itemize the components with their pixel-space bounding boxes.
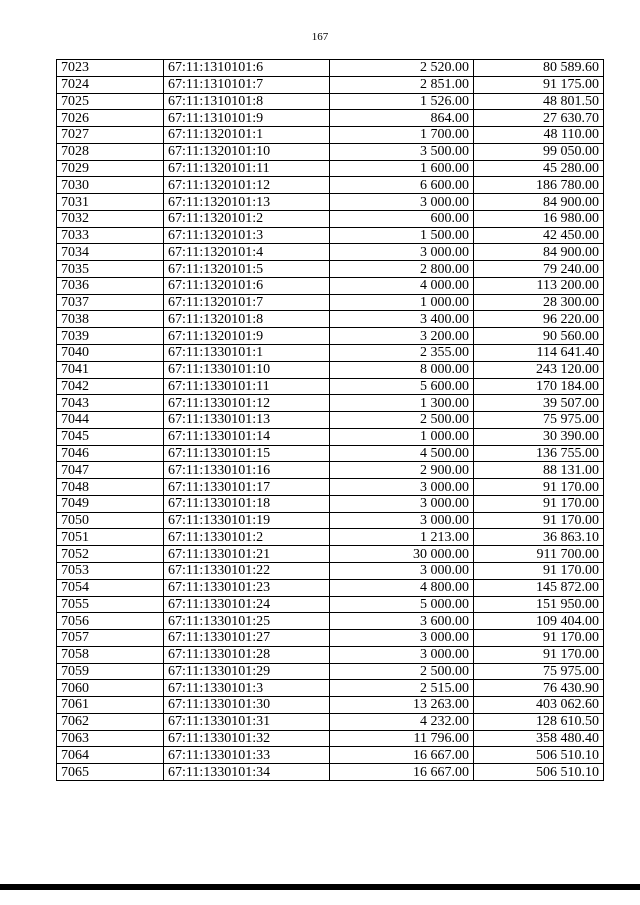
- value-cell: 506 510.10: [474, 747, 604, 764]
- cadastral-number-cell: 67:11:1320101:3: [164, 227, 330, 244]
- cadastral-number-cell: 67:11:1330101:19: [164, 512, 330, 529]
- value-cell: 96 220.00: [474, 311, 604, 328]
- cadastral-number-cell: 67:11:1330101:32: [164, 730, 330, 747]
- table-row: [57, 713, 604, 730]
- table-row: [57, 261, 604, 278]
- row-number-cell: 7030: [57, 177, 164, 194]
- table-row: [57, 646, 604, 663]
- cadastral-number-cell: 67:11:1330101:2: [164, 529, 330, 546]
- area-cell: 16 667.00: [330, 764, 474, 781]
- table-row: [57, 328, 604, 345]
- area-cell: 16 667.00: [330, 747, 474, 764]
- bottom-rule: [0, 884, 640, 890]
- area-cell: 11 796.00: [330, 730, 474, 747]
- cadastral-number-cell: 67:11:1330101:21: [164, 546, 330, 563]
- value-cell: 16 980.00: [474, 210, 604, 227]
- row-number-cell: 7056: [57, 613, 164, 630]
- row-number-cell: 7049: [57, 495, 164, 512]
- value-cell: 91 170.00: [474, 562, 604, 579]
- cadastral-number-cell: 67:11:1330101:16: [164, 462, 330, 479]
- value-cell: 358 480.40: [474, 730, 604, 747]
- value-cell: 91 175.00: [474, 76, 604, 93]
- row-number-cell: 7060: [57, 680, 164, 697]
- value-cell: 91 170.00: [474, 495, 604, 512]
- value-cell: 39 507.00: [474, 395, 604, 412]
- area-cell: 3 400.00: [330, 311, 474, 328]
- area-cell: 2 515.00: [330, 680, 474, 697]
- cadastral-number-cell: 67:11:1320101:8: [164, 311, 330, 328]
- cadastral-number-cell: 67:11:1330101:34: [164, 764, 330, 781]
- area-cell: 1 000.00: [330, 294, 474, 311]
- cadastral-number-cell: 67:11:1320101:6: [164, 277, 330, 294]
- cadastral-number-cell: 67:11:1330101:17: [164, 479, 330, 496]
- table-row: [57, 311, 604, 328]
- land-registry-table: [56, 59, 604, 781]
- value-cell: 145 872.00: [474, 579, 604, 596]
- row-number-cell: 7028: [57, 143, 164, 160]
- value-cell: 136 755.00: [474, 445, 604, 462]
- page-number: 167: [311, 31, 329, 43]
- area-cell: 4 232.00: [330, 713, 474, 730]
- cadastral-number-cell: 67:11:1330101:13: [164, 412, 330, 429]
- value-cell: 45 280.00: [474, 160, 604, 177]
- value-cell: 30 390.00: [474, 428, 604, 445]
- table-row: [57, 764, 604, 781]
- row-number-cell: 7039: [57, 328, 164, 345]
- row-number-cell: 7061: [57, 697, 164, 714]
- value-cell: 75 975.00: [474, 412, 604, 429]
- cadastral-number-cell: 67:11:1330101:1: [164, 345, 330, 362]
- cadastral-number-cell: 67:11:1310101:9: [164, 110, 330, 127]
- cadastral-number-cell: 67:11:1330101:33: [164, 747, 330, 764]
- cadastral-number-cell: 67:11:1330101:24: [164, 596, 330, 613]
- row-number-cell: 7042: [57, 378, 164, 395]
- area-cell: 2 355.00: [330, 345, 474, 362]
- value-cell: 90 560.00: [474, 328, 604, 345]
- table-row: [57, 160, 604, 177]
- table-row: [57, 345, 604, 362]
- row-number-cell: 7024: [57, 76, 164, 93]
- value-cell: 91 170.00: [474, 479, 604, 496]
- cadastral-number-cell: 67:11:1320101:11: [164, 160, 330, 177]
- value-cell: 114 641.40: [474, 345, 604, 362]
- value-cell: 403 062.60: [474, 697, 604, 714]
- row-number-cell: 7037: [57, 294, 164, 311]
- cadastral-number-cell: 67:11:1330101:3: [164, 680, 330, 697]
- area-cell: 5 000.00: [330, 596, 474, 613]
- cadastral-number-cell: 67:11:1330101:10: [164, 361, 330, 378]
- cadastral-number-cell: 67:11:1320101:2: [164, 210, 330, 227]
- table-row: [57, 378, 604, 395]
- table-row: [57, 110, 604, 127]
- cadastral-number-cell: 67:11:1320101:13: [164, 194, 330, 211]
- table-row: [57, 428, 604, 445]
- table-row: [57, 93, 604, 110]
- row-number-cell: 7047: [57, 462, 164, 479]
- table-row: [57, 277, 604, 294]
- row-number-cell: 7034: [57, 244, 164, 261]
- row-number-cell: 7044: [57, 412, 164, 429]
- area-cell: 1 700.00: [330, 127, 474, 144]
- area-cell: 3 600.00: [330, 613, 474, 630]
- cadastral-number-cell: 67:11:1330101:30: [164, 697, 330, 714]
- value-cell: 91 170.00: [474, 646, 604, 663]
- area-cell: 1 500.00: [330, 227, 474, 244]
- area-cell: 3 000.00: [330, 512, 474, 529]
- cadastral-number-cell: 67:11:1330101:28: [164, 646, 330, 663]
- row-number-cell: 7048: [57, 479, 164, 496]
- table-row: [57, 747, 604, 764]
- table-row: [57, 294, 604, 311]
- value-cell: 28 300.00: [474, 294, 604, 311]
- row-number-cell: 7054: [57, 579, 164, 596]
- cadastral-number-cell: 67:11:1330101:29: [164, 663, 330, 680]
- value-cell: 42 450.00: [474, 227, 604, 244]
- cadastral-number-cell: 67:11:1330101:12: [164, 395, 330, 412]
- area-cell: 8 000.00: [330, 361, 474, 378]
- row-number-cell: 7025: [57, 93, 164, 110]
- area-cell: 864.00: [330, 110, 474, 127]
- value-cell: 91 170.00: [474, 512, 604, 529]
- value-cell: 48 801.50: [474, 93, 604, 110]
- table-row: [57, 194, 604, 211]
- table-row: [57, 596, 604, 613]
- area-cell: 600.00: [330, 210, 474, 227]
- table-row: [57, 127, 604, 144]
- row-number-cell: 7064: [57, 747, 164, 764]
- cadastral-number-cell: 67:11:1330101:23: [164, 579, 330, 596]
- cadastral-number-cell: 67:11:1310101:7: [164, 76, 330, 93]
- area-cell: 3 000.00: [330, 562, 474, 579]
- area-cell: 3 000.00: [330, 194, 474, 211]
- row-number-cell: 7027: [57, 127, 164, 144]
- area-cell: 3 000.00: [330, 495, 474, 512]
- table-row: [57, 143, 604, 160]
- row-number-cell: 7036: [57, 277, 164, 294]
- table-row: [57, 60, 604, 77]
- area-cell: 30 000.00: [330, 546, 474, 563]
- value-cell: 84 900.00: [474, 244, 604, 261]
- cadastral-number-cell: 67:11:1330101:15: [164, 445, 330, 462]
- value-cell: 186 780.00: [474, 177, 604, 194]
- area-cell: 4 800.00: [330, 579, 474, 596]
- row-number-cell: 7053: [57, 562, 164, 579]
- cadastral-number-cell: 67:11:1330101:22: [164, 562, 330, 579]
- value-cell: 128 610.50: [474, 713, 604, 730]
- area-cell: 2 851.00: [330, 76, 474, 93]
- area-cell: 4 500.00: [330, 445, 474, 462]
- table-row: [57, 697, 604, 714]
- cadastral-number-cell: 67:11:1320101:12: [164, 177, 330, 194]
- area-cell: 1 526.00: [330, 93, 474, 110]
- row-number-cell: 7026: [57, 110, 164, 127]
- value-cell: 109 404.00: [474, 613, 604, 630]
- area-cell: 3 500.00: [330, 143, 474, 160]
- row-number-cell: 7045: [57, 428, 164, 445]
- row-number-cell: 7046: [57, 445, 164, 462]
- area-cell: 6 600.00: [330, 177, 474, 194]
- value-cell: 99 050.00: [474, 143, 604, 160]
- cadastral-number-cell: 67:11:1330101:31: [164, 713, 330, 730]
- value-cell: 151 950.00: [474, 596, 604, 613]
- row-number-cell: 7051: [57, 529, 164, 546]
- row-number-cell: 7038: [57, 311, 164, 328]
- row-number-cell: 7029: [57, 160, 164, 177]
- area-cell: 3 000.00: [330, 244, 474, 261]
- table-row: [57, 445, 604, 462]
- row-number-cell: 7059: [57, 663, 164, 680]
- value-cell: 170 184.00: [474, 378, 604, 395]
- cadastral-number-cell: 67:11:1320101:5: [164, 261, 330, 278]
- table-row: [57, 210, 604, 227]
- area-cell: 2 900.00: [330, 462, 474, 479]
- cadastral-number-cell: 67:11:1310101:6: [164, 60, 330, 77]
- row-number-cell: 7050: [57, 512, 164, 529]
- table-row: [57, 495, 604, 512]
- table-row: [57, 680, 604, 697]
- area-cell: 2 520.00: [330, 60, 474, 77]
- table-row: [57, 730, 604, 747]
- cadastral-number-cell: 67:11:1320101:9: [164, 328, 330, 345]
- table-row: [57, 546, 604, 563]
- area-cell: 1 300.00: [330, 395, 474, 412]
- cadastral-number-cell: 67:11:1310101:8: [164, 93, 330, 110]
- cadastral-number-cell: 67:11:1320101:7: [164, 294, 330, 311]
- cadastral-number-cell: 67:11:1330101:27: [164, 630, 330, 647]
- cadastral-number-cell: 67:11:1330101:11: [164, 378, 330, 395]
- table-row: [57, 361, 604, 378]
- row-number-cell: 7058: [57, 646, 164, 663]
- cadastral-number-cell: 67:11:1330101:18: [164, 495, 330, 512]
- area-cell: 1 000.00: [330, 428, 474, 445]
- row-number-cell: 7043: [57, 395, 164, 412]
- area-cell: 2 500.00: [330, 663, 474, 680]
- area-cell: 13 263.00: [330, 697, 474, 714]
- table-row: [57, 529, 604, 546]
- value-cell: 113 200.00: [474, 277, 604, 294]
- value-cell: 243 120.00: [474, 361, 604, 378]
- row-number-cell: 7023: [57, 60, 164, 77]
- value-cell: 75 975.00: [474, 663, 604, 680]
- area-cell: 3 000.00: [330, 479, 474, 496]
- value-cell: 91 170.00: [474, 630, 604, 647]
- table-row: [57, 613, 604, 630]
- row-number-cell: 7065: [57, 764, 164, 781]
- area-cell: 1 600.00: [330, 160, 474, 177]
- row-number-cell: 7057: [57, 630, 164, 647]
- table-row: [57, 579, 604, 596]
- value-cell: 506 510.10: [474, 764, 604, 781]
- table-row: [57, 395, 604, 412]
- area-cell: 2 500.00: [330, 412, 474, 429]
- table-row: [57, 177, 604, 194]
- cadastral-number-cell: 67:11:1320101:10: [164, 143, 330, 160]
- table-row: [57, 76, 604, 93]
- row-number-cell: 7062: [57, 713, 164, 730]
- table-row: [57, 630, 604, 647]
- area-cell: 3 200.00: [330, 328, 474, 345]
- row-number-cell: 7055: [57, 596, 164, 613]
- table-row: [57, 562, 604, 579]
- row-number-cell: 7033: [57, 227, 164, 244]
- table-row: [57, 479, 604, 496]
- area-cell: 5 600.00: [330, 378, 474, 395]
- cadastral-number-cell: 67:11:1330101:25: [164, 613, 330, 630]
- row-number-cell: 7031: [57, 194, 164, 211]
- value-cell: 84 900.00: [474, 194, 604, 211]
- row-number-cell: 7040: [57, 345, 164, 362]
- row-number-cell: 7032: [57, 210, 164, 227]
- table-row: [57, 412, 604, 429]
- cadastral-number-cell: 67:11:1320101:4: [164, 244, 330, 261]
- row-number-cell: 7041: [57, 361, 164, 378]
- value-cell: 80 589.60: [474, 60, 604, 77]
- cadastral-number-cell: 67:11:1330101:14: [164, 428, 330, 445]
- table-row: [57, 244, 604, 261]
- table-row: [57, 227, 604, 244]
- value-cell: 911 700.00: [474, 546, 604, 563]
- area-cell: 1 213.00: [330, 529, 474, 546]
- value-cell: 48 110.00: [474, 127, 604, 144]
- area-cell: 3 000.00: [330, 646, 474, 663]
- table-row: [57, 663, 604, 680]
- value-cell: 88 131.00: [474, 462, 604, 479]
- row-number-cell: 7035: [57, 261, 164, 278]
- area-cell: 3 000.00: [330, 630, 474, 647]
- area-cell: 4 000.00: [330, 277, 474, 294]
- row-number-cell: 7052: [57, 546, 164, 563]
- table-body: [57, 60, 604, 781]
- table-row: [57, 462, 604, 479]
- value-cell: 76 430.90: [474, 680, 604, 697]
- value-cell: 27 630.70: [474, 110, 604, 127]
- area-cell: 2 800.00: [330, 261, 474, 278]
- cadastral-number-cell: 67:11:1320101:1: [164, 127, 330, 144]
- value-cell: 79 240.00: [474, 261, 604, 278]
- row-number-cell: 7063: [57, 730, 164, 747]
- value-cell: 36 863.10: [474, 529, 604, 546]
- table-row: [57, 512, 604, 529]
